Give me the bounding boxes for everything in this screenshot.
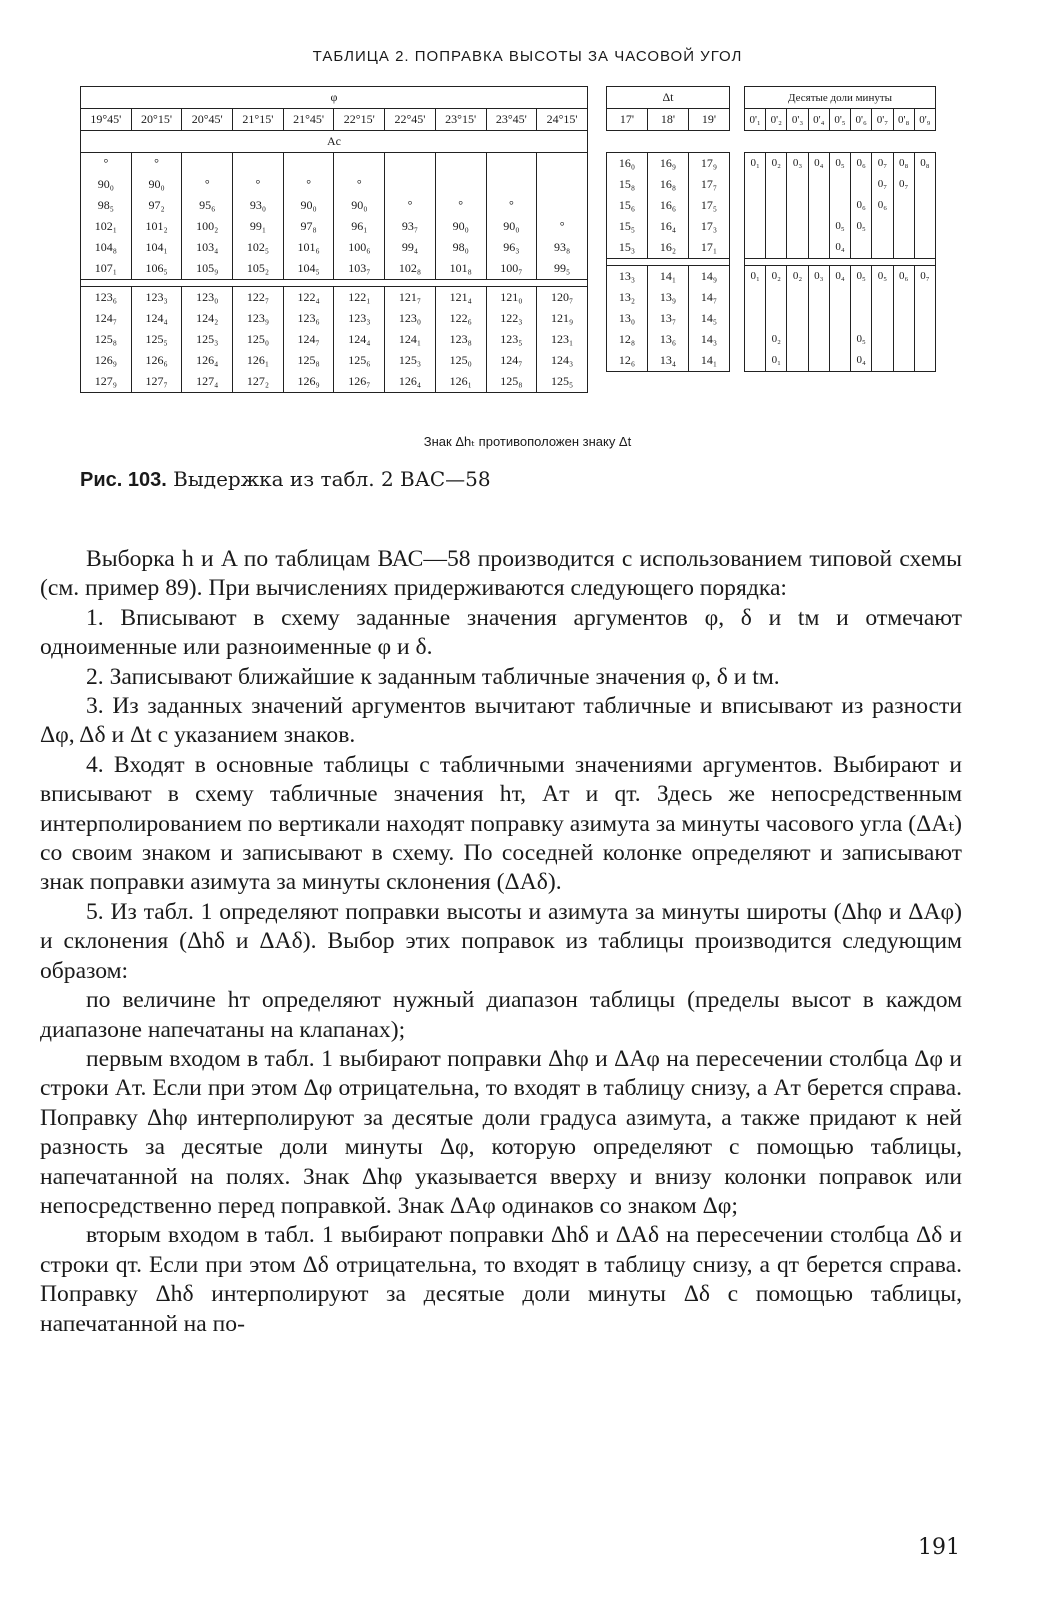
page-number: 191 [918,1535,960,1560]
column-header: 0'₄ [808,109,829,131]
table-cell: 121₄ 122₆ 123₈ 125₀ 126₁ [435,287,486,393]
table-cell: 0₅ 0₅ 0₄ [829,153,850,259]
column-header: 0'₈ [893,109,914,131]
table-cell: 0₁ [745,153,766,259]
table-note: Знак Δhₜ противоположен знаку Δt [423,434,632,449]
column-header: 22°15' [334,109,385,131]
paragraph: 1. Вписывают в схему заданные значения аргументов φ, δ и tм и отмечают одноименные или разноименные φ и δ. [40,604,962,661]
phi-table [80,86,588,393]
paragraph: Выборка h и A по таблицам ВАС—58 производится с использованием типовой схемы (см. пример 89). При вычислениях придерживаются следующего порядка: [40,546,962,602]
ac-header: Ac [81,131,588,153]
table-cell: ° 90₀ 97₈ 101₆ 104₅ [283,153,334,280]
table-cell: 121₇ 123₀ 124₁ 125₃ 126₄ [385,287,436,393]
paragraph: 2. Записывают ближайшие к заданным табличные значения φ, δ и tм. [86,663,780,690]
column-header: 20°45' [182,109,233,131]
paragraph: 3. Из заданных значений аргументов вычитают табличные и вписывают из разности Δφ, Δδ и Δt с указанием знаков. [40,693,962,749]
column-header: 23°15' [435,109,486,131]
column-header: 18' [648,109,689,131]
table-cell: 123₀ 124₂ 125₃ 126₄ 127₄ [182,287,233,393]
table-cell: 14₁ 13₉ 13₇ 13₆ 13₄ [648,266,689,372]
table-cell: 0₄ [829,266,850,372]
table-cell: 0₆ 0₆ 0₅ [851,153,872,259]
column-header: 0'₅ [829,109,850,131]
column-header: 22°45' [385,109,436,131]
caption-label: Рис. 103. [80,469,167,491]
table-cell: 122₄ 123₆ 124₇ 125₈ 126₉ [283,287,334,393]
column-header: 0'₆ [851,109,872,131]
table-cell: 0₆ [893,266,914,372]
table-cell: 0₇ 0₇ 0₆ [872,153,893,259]
table-cell: ° 90₀ 97₂ 101₂ 104₁ 106₅ [131,153,182,280]
column-header: 19' [689,109,730,131]
table-cell: 13₃ 13₂ 13₀ 12₈ 12₆ [607,266,648,372]
table-cell: 16₀ 15₈ 15₆ 15₅ 15₃ [607,153,648,259]
table-cell: 123₆ 124₇ 125₈ 126₉ 127₉ [81,287,132,393]
table-cell: 122₁ 123₃ 124₄ 125₆ 126₇ [334,287,385,393]
column-header: 0'₂ [766,109,787,131]
table-cell: 0₇ [914,266,935,372]
column-header: 23°45' [486,109,537,131]
paragraph: 5. Из табл. 1 определяют поправки высоты и азимута за минуты широты (Δhφ и ΔAφ) и склонения (Δhδ и ΔAδ). Выбор этих поправок из таблицы производится следующим образом: [40,898,962,984]
table-cell: ° 93₇ 99₄ 102₈ [385,153,436,280]
table-cell: 123₃ 124₄ 125₅ 126₆ 127₇ [131,287,182,393]
figure-caption [80,467,491,492]
tenths-table [744,86,936,372]
column-header: 20°15' [131,109,182,131]
table-cell: 0₂ [766,153,787,259]
table-cell: 16₉ 16₈ 16₆ 16₄ 16₂ [648,153,689,259]
paragraph: первым входом в табл. 1 выбирают поправки Δhφ и ΔAφ на пересечении столбца Δφ и строки Aт. Если при этом Δφ отрицательна, то входят в таблицу снизу, а Aт берется справа. Поправку Δhφ интерполируют за десятые доли градуса азимута, а также придают к ней разность за десятые доли минуты Δφ, которую определяют с помощью таблицы, напечатанной на полях. Знак Δhφ указывается вверху и внизу колонки поправок или непосредственно перед поправкой. Знак ΔAφ одинаков со знаком Δφ; [40,1045,962,1219]
table-cell: 0₂ [787,266,808,372]
paragraph: по величине hт определяют нужный диапазон таблицы (пределы высот в каждом диапазоне напечатаны на клапанах); [40,987,962,1043]
table-cell: 0₈ 0₇ [893,153,914,259]
table-cell: ° 90₀ 96₃ 100₇ [486,153,537,280]
delta-t-table [606,86,730,372]
body-text [40,545,962,1339]
table-cell: 14₉ 14₇ 14₅ 14₃ 14₁ [689,266,730,372]
table-cell: 0₁ [745,266,766,372]
table-cell: ° 90₀ 98₅ 102₁ 104₈ 107₁ [81,153,132,280]
column-header: 0'₃ [787,109,808,131]
delta-t-header: Δt [607,87,730,109]
paragraph: 4. Входят в основные таблицы с табличными значениями аргументов. Выбирают и вписывают в схему табличные значения hт, Aт и qт. Здесь же непосредственным интерполированием по вертикали находят поправку азимута за минуты часового угла (ΔAₜ) со своим знаком и записывают в схему. По соседней колонке определяют и записывают знак поправки азимута за минуты склонения (ΔAδ). [40,751,962,896]
column-header: 21°45' [283,109,334,131]
table-cell: ° 90₀ 98₀ 101₈ [435,153,486,280]
table-cell: ° 93₈ 99₅ [537,153,588,280]
table-cell: 0₃ [787,153,808,259]
table-cell: 0₈ [914,153,935,259]
column-header: 0'₇ [872,109,893,131]
column-header: 24°15' [537,109,588,131]
table-cell: 122₇ 123₉ 125₀ 126₁ 127₂ [233,287,284,393]
column-header: 0'₁ [745,109,766,131]
table-cell: 0₅ 0₅ 0₄ [851,266,872,372]
table-cell: 120₇ 121₉ 123₁ 124₃ 125₅ [537,287,588,393]
tenths-header: Десятые доли минуты [745,87,936,109]
table-cell: 121₀ 122₃ 123₅ 124₇ 125₈ [486,287,537,393]
table-cell: 17₉ 17₇ 17₅ 17₃ 17₁ [689,153,730,259]
table-title: ТАБЛИЦА 2. ПОПРАВКА ВЫСОТЫ ЗА ЧАСОВОЙ УГОЛ [312,48,743,65]
column-header: 0'₉ [914,109,935,131]
table-cell: 0₅ [872,266,893,372]
paragraph: вторым входом в табл. 1 выбирают поправки Δhδ и ΔAδ на пересечении столбца Δδ и строки qт. Если при этом Δδ отрицательна, то входят в таблицу снизу, а qт берется справа. Поправку Δhδ интерполируют за десятые доли минуты Δδ с помощью таблицы, напечатанной на по- [40,1222,962,1337]
table-cell: 0₂ 0₂ 0₁ [766,266,787,372]
phi-header: φ [81,87,588,109]
column-header: 19°45' [81,109,132,131]
table-cell: ° 93₀ 99₁ 102₅ 105₂ [233,153,284,280]
column-header: 21°15' [233,109,284,131]
column-header: 17' [607,109,648,131]
table-cell: ° 90₀ 96₁ 100₆ 103₇ [334,153,385,280]
table-cell: 0₄ [808,153,829,259]
caption-text: Выдержка из табл. 2 ВАС—58 [173,467,491,491]
table-cell: ° 95₆ 100₂ 103₄ 105₉ [182,153,233,280]
table-cell: 0₃ [808,266,829,372]
